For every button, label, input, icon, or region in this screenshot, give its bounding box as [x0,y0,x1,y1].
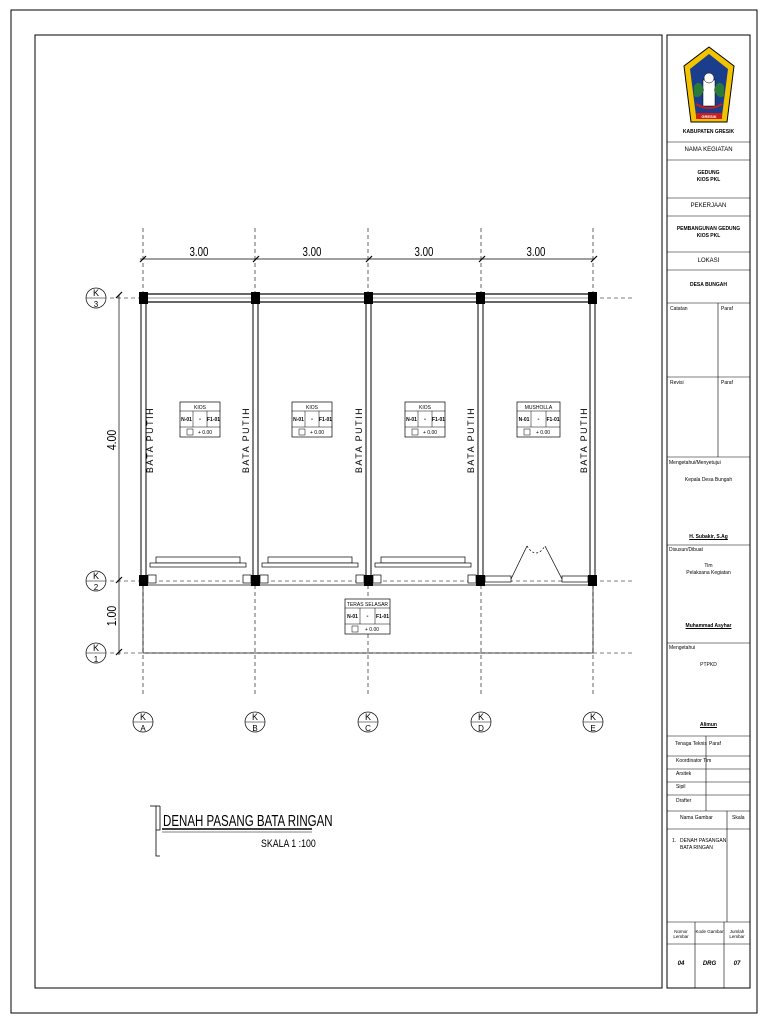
svg-text:2: 2 [93,583,99,592]
room-tag-2 [292,402,332,437]
drawing-title [150,806,333,856]
work-value-2: KIOS PKL [696,233,721,239]
dim-label-4: 3.00 [526,245,546,260]
drawing-title-text: DENAH PASANG BATA RINGAN [163,811,333,830]
svg-text:KIOS: KIOS [419,405,431,411]
svg-text:N-01: N-01 [347,614,358,620]
svg-text:K: K [251,712,259,722]
revision-paraf: Paraf [721,380,733,386]
drawing-name-value-1: DENAH PASANGAN [680,838,727,844]
regency-name: KABUPATEN GRESIK [682,129,735,135]
revision-label: Revisi [670,380,684,386]
dim-label-2: 3.00 [302,245,322,260]
svg-text:K: K [477,712,485,722]
tech-label: Tenaga Teknis [675,741,707,747]
svg-text:-: - [311,417,313,423]
drawing-name-label: Nama Gambar [680,815,713,821]
wall-label-b: BATA PUTIH [241,406,251,474]
svg-text:K: K [589,712,597,722]
approve-label: Mengetahui/Menyetujui [669,460,721,466]
drawing-scale-text: SKALA 1 :100 [261,838,316,851]
notes-label: Catatan [670,306,688,312]
dimension-left [105,292,122,655]
grid-bubbles-y [86,288,106,664]
grid-bubble-a [133,712,153,733]
wall-label-a: BATA PUTIH [145,406,155,474]
svg-text:K: K [364,712,372,722]
approve-by: Kepala Desa Bungah [684,477,733,483]
total-label: Jumlah Lembar [729,929,745,939]
grid-bubble-b [245,712,265,733]
room-tag-4 [517,402,560,437]
grid-bubble-e [583,712,603,733]
svg-text:F1-01: F1-01 [375,614,390,620]
total: 07 [733,961,741,967]
team-line-2: Pelaksana Kegiatan [686,570,731,576]
wall-label-d: BATA PUTIH [466,406,476,474]
know-name: Alimun [700,722,717,728]
svg-text:TERAS SELASAR: TERAS SELASAR [346,602,389,608]
dim-label-3: 3.00 [414,245,434,260]
code: DRG [702,961,717,967]
wall-e [590,298,595,583]
room-tag-3 [405,402,445,437]
room-tag-1 [180,402,220,437]
svg-text:+ 0.00: + 0.00 [197,430,213,436]
know-by: PTPKD [700,662,717,668]
svg-text:K: K [92,571,100,581]
notes-paraf: Paraf [721,306,733,312]
room-tag-terrace [345,599,390,634]
tech-row-2: Arsitek [676,771,692,777]
svg-text:D: D [478,724,484,733]
work-label: PEKERJAAN [690,203,727,209]
sheet-no-label: Nomor Lembar [673,929,689,939]
dim-label-1: 3.00 [189,245,209,260]
svg-text:+ 0.00: + 0.00 [422,430,438,436]
wall-c [366,298,371,583]
svg-text:KIOS: KIOS [306,405,318,411]
svg-text:-: - [199,417,201,423]
activity-value-1: GEDUNG [697,170,720,176]
svg-text:B: B [252,724,258,733]
sheet-no: 04 [677,961,685,967]
svg-text:KIOS: KIOS [194,405,206,411]
wall-d [478,298,483,583]
svg-text:+ 0.00: + 0.00 [535,430,551,436]
dim-label-4m: 4.00 [104,429,120,451]
grid-bubble-d [471,712,491,733]
svg-text:K: K [139,712,147,722]
svg-text:F1-01: F1-01 [546,417,560,423]
svg-text:N-01: N-01 [293,417,304,423]
drawing-name-num: 1. [672,838,677,844]
grid-bubble-2 [86,571,106,592]
drawing-frame [35,35,662,988]
scale-label: Skala [732,815,745,821]
made-name: Muhammad Asyhar [685,623,732,629]
made-label: Disusun/Dibuat [669,547,703,553]
svg-text:N-01: N-01 [518,417,530,423]
svg-text:N-01: N-01 [406,417,417,423]
svg-text:1: 1 [93,655,99,664]
wall-b [253,298,258,583]
drawing-name-value-2: BATA RINGAN [680,845,713,851]
svg-text:3: 3 [93,300,99,309]
svg-text:C: C [365,724,371,733]
svg-text:E: E [590,724,596,733]
svg-text:-: - [537,417,540,423]
svg-text:N-01: N-01 [181,417,192,423]
tech-row-4: Drafter [676,798,692,804]
tech-paraf: Paraf [709,741,721,747]
activity-label: NAMA KEGIATAN [684,147,733,153]
wall-label-c: BATA PUTIH [354,406,364,474]
tech-row-3: Sipil [676,784,686,790]
location-label: LOKASI [697,258,720,264]
grid-bubble-c [358,712,378,733]
logo-text: GRESIK [701,114,717,119]
svg-text:-: - [366,614,369,620]
outer-border [11,10,757,1013]
team-line-1: Tim [704,563,713,569]
svg-text:+ 0.00: + 0.00 [309,430,325,436]
wall-label-e: BATA PUTIH [579,406,589,474]
tech-row-1: Koordinator Tim [676,758,712,764]
svg-text:MUSHOLLA: MUSHOLLA [524,405,553,411]
grid-bubble-3 [86,288,106,309]
location-value: DESA BUNGAH [689,282,728,288]
grid-bubbles-x [133,712,603,733]
dimension-top [140,246,597,262]
svg-text:F1-01: F1-01 [206,417,221,423]
approve-name: H. Subakir, S.Ag [689,534,728,540]
svg-text:A: A [140,724,146,733]
svg-text:F1-01: F1-01 [318,417,333,423]
gresik-logo [684,47,734,122]
code-label: Kode Gambar [695,929,724,934]
svg-text:K: K [92,643,100,653]
svg-text:F1-01: F1-01 [431,417,446,423]
svg-text:-: - [424,417,426,423]
svg-text:K: K [92,288,100,298]
activity-value-2: KIOS PKL [696,177,721,183]
dim-label-1m: 1.00 [104,605,120,627]
know-label: Mengetahui [669,645,696,651]
grid-bubble-1 [86,643,106,664]
work-value-1: PEMBANGUNAN GEDUNG [676,226,741,232]
svg-text:+ 0.00: + 0.00 [364,627,380,633]
